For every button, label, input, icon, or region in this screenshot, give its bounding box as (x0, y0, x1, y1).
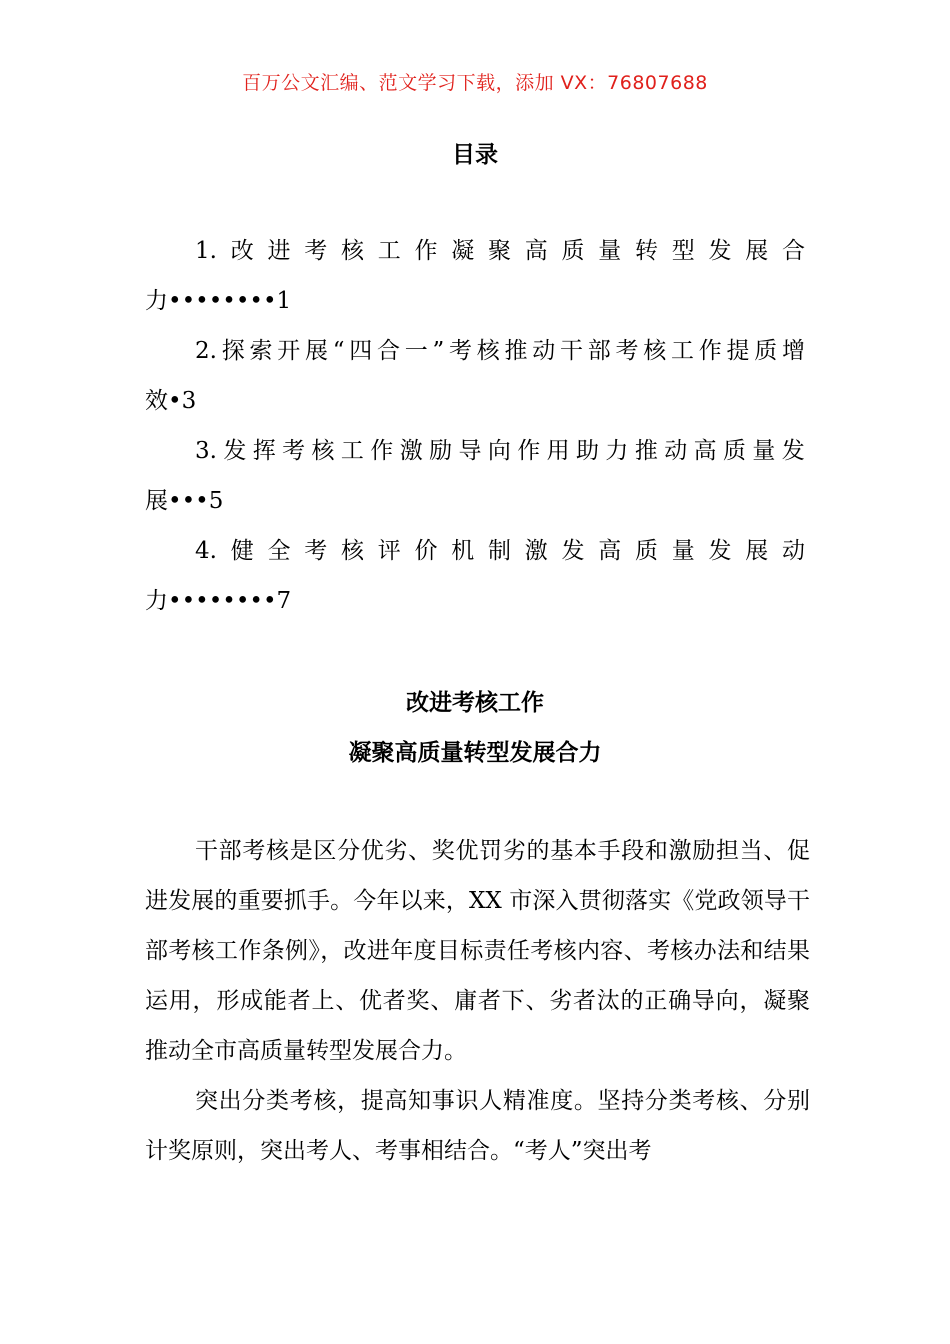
toc-char: 全 (267, 538, 291, 564)
toc-char: 工 (377, 238, 401, 264)
toc-char: 3. (195, 438, 217, 464)
toc-title: 目录 (452, 142, 498, 168)
toc-char: 推 (634, 438, 658, 464)
toc-char: 进 (267, 238, 291, 264)
toc-char: ” (432, 338, 445, 364)
toc-char: 4. (195, 538, 217, 564)
toc-entry-2[interactable] (145, 326, 805, 426)
toc-char: 作 (698, 338, 722, 364)
toc-char: 1. (195, 238, 217, 264)
toc-char: 作 (370, 438, 394, 464)
toc-char: 力 (605, 438, 629, 464)
toc-char: 核 (643, 338, 667, 364)
toc-char: 高 (524, 238, 548, 264)
toc-entry-4-line1 (145, 526, 805, 576)
toc-char: 合 (376, 338, 400, 364)
toc-char: 助 (576, 438, 600, 464)
toc-char: 质 (754, 338, 778, 364)
toc-char: 核 (340, 538, 364, 564)
toc-entry-3[interactable] (145, 426, 805, 526)
toc-char: 干 (559, 338, 583, 364)
toc-char: 量 (598, 238, 622, 264)
header-watermark-note: 百万公文汇编、范文学习下载，添加 VX：76807688 (242, 72, 708, 94)
toc-char: 核 (340, 238, 364, 264)
toc-char: 健 (230, 538, 254, 564)
toc-char: 考 (448, 338, 472, 364)
toc-char: 动 (781, 538, 805, 564)
toc-char: 作 (414, 238, 438, 264)
toc-char: 索 (249, 338, 273, 364)
toc-char: 凝 (451, 238, 475, 264)
toc-char: 一 (404, 338, 428, 364)
toc-char: 质 (722, 438, 746, 464)
toc-char: 用 (546, 438, 570, 464)
toc-char: 激 (524, 538, 548, 564)
toc-char: 展 (745, 238, 769, 264)
toc-entry-1-line2: 力••••••••1 (145, 288, 292, 314)
toc-char: 质 (634, 538, 658, 564)
toc-char: 推 (504, 338, 528, 364)
toc-char: 质 (561, 238, 585, 264)
toc-char: 制 (487, 538, 511, 564)
toc-char: 评 (377, 538, 401, 564)
toc-char: 挥 (252, 438, 276, 464)
toc-char: 高 (693, 438, 717, 464)
toc-entry-1[interactable] (145, 226, 805, 326)
toc-char: 发 (708, 238, 732, 264)
toc-char: 考 (615, 338, 639, 364)
toc-char: 发 (223, 438, 247, 464)
article-body (145, 826, 810, 1176)
toc-char: 转 (634, 238, 658, 264)
toc-char: 导 (458, 438, 482, 464)
paragraph-2: 突出分类考核，提高知事识人精准度。坚持分类考核、分别计奖原则，突出考人、考事相结合。“考人”突出考 (145, 1088, 810, 1164)
toc-entry-2-line1 (145, 326, 805, 376)
toc-char: 发 (708, 538, 732, 564)
toc-entry-4[interactable] (145, 526, 805, 626)
toc-char: 向 (487, 438, 511, 464)
toc-char: 合 (781, 238, 805, 264)
toc-char: 四 (349, 338, 373, 364)
toc-char: 型 (671, 238, 695, 264)
table-of-contents (145, 226, 805, 626)
toc-char: 部 (587, 338, 611, 364)
toc-entry-2-line2: 效•3 (145, 388, 197, 414)
paragraph-1: 干部考核是区分优劣、奖优罚劣的基本手段和激励担当、促进发展的重要抓手。今年以来，XX 市深入贯彻落实《党政领导干部考核工作条例》，改进年度目标责任考核内容、考核办法和结果运用，形成能者上、优者奖、庸者下、劣者汰的正确导向，凝聚推动全市高质量转型发展合力。 (145, 838, 810, 1064)
toc-char: 励 (429, 438, 453, 464)
toc-char: 工 (670, 338, 694, 364)
toc-char: 改 (230, 238, 254, 264)
toc-char: 工 (340, 438, 364, 464)
article-title-line2: 凝聚高质量转型发展合力 (348, 740, 602, 766)
toc-char: 展 (745, 538, 769, 564)
toc-entry-1-line1 (145, 226, 805, 276)
toc-char: 发 (781, 438, 805, 464)
toc-char: 2. (195, 338, 217, 364)
toc-char: 核 (311, 438, 335, 464)
toc-char: 增 (781, 338, 805, 364)
toc-char: 量 (671, 538, 695, 564)
toc-entry-3-line2: 展•••5 (145, 488, 224, 514)
toc-char: 量 (752, 438, 776, 464)
toc-char: 高 (598, 538, 622, 564)
toc-char: 考 (304, 538, 328, 564)
toc-entry-3-line1 (145, 426, 805, 476)
toc-char: 激 (399, 438, 423, 464)
toc-char: 开 (277, 338, 301, 364)
toc-char: 机 (451, 538, 475, 564)
toc-char: “ (332, 338, 345, 364)
toc-char: 价 (414, 538, 438, 564)
toc-char: 考 (304, 238, 328, 264)
toc-char: 动 (532, 338, 556, 364)
toc-char: 展 (304, 338, 328, 364)
toc-char: 探 (221, 338, 245, 364)
article-title-line1: 改进考核工作 (406, 690, 544, 716)
toc-char: 聚 (487, 238, 511, 264)
toc-char: 作 (517, 438, 541, 464)
toc-char: 动 (664, 438, 688, 464)
toc-char: 提 (726, 338, 750, 364)
toc-char: 考 (282, 438, 306, 464)
toc-char: 核 (476, 338, 500, 364)
toc-char: 发 (561, 538, 585, 564)
toc-entry-4-line2: 力••••••••7 (145, 588, 292, 614)
